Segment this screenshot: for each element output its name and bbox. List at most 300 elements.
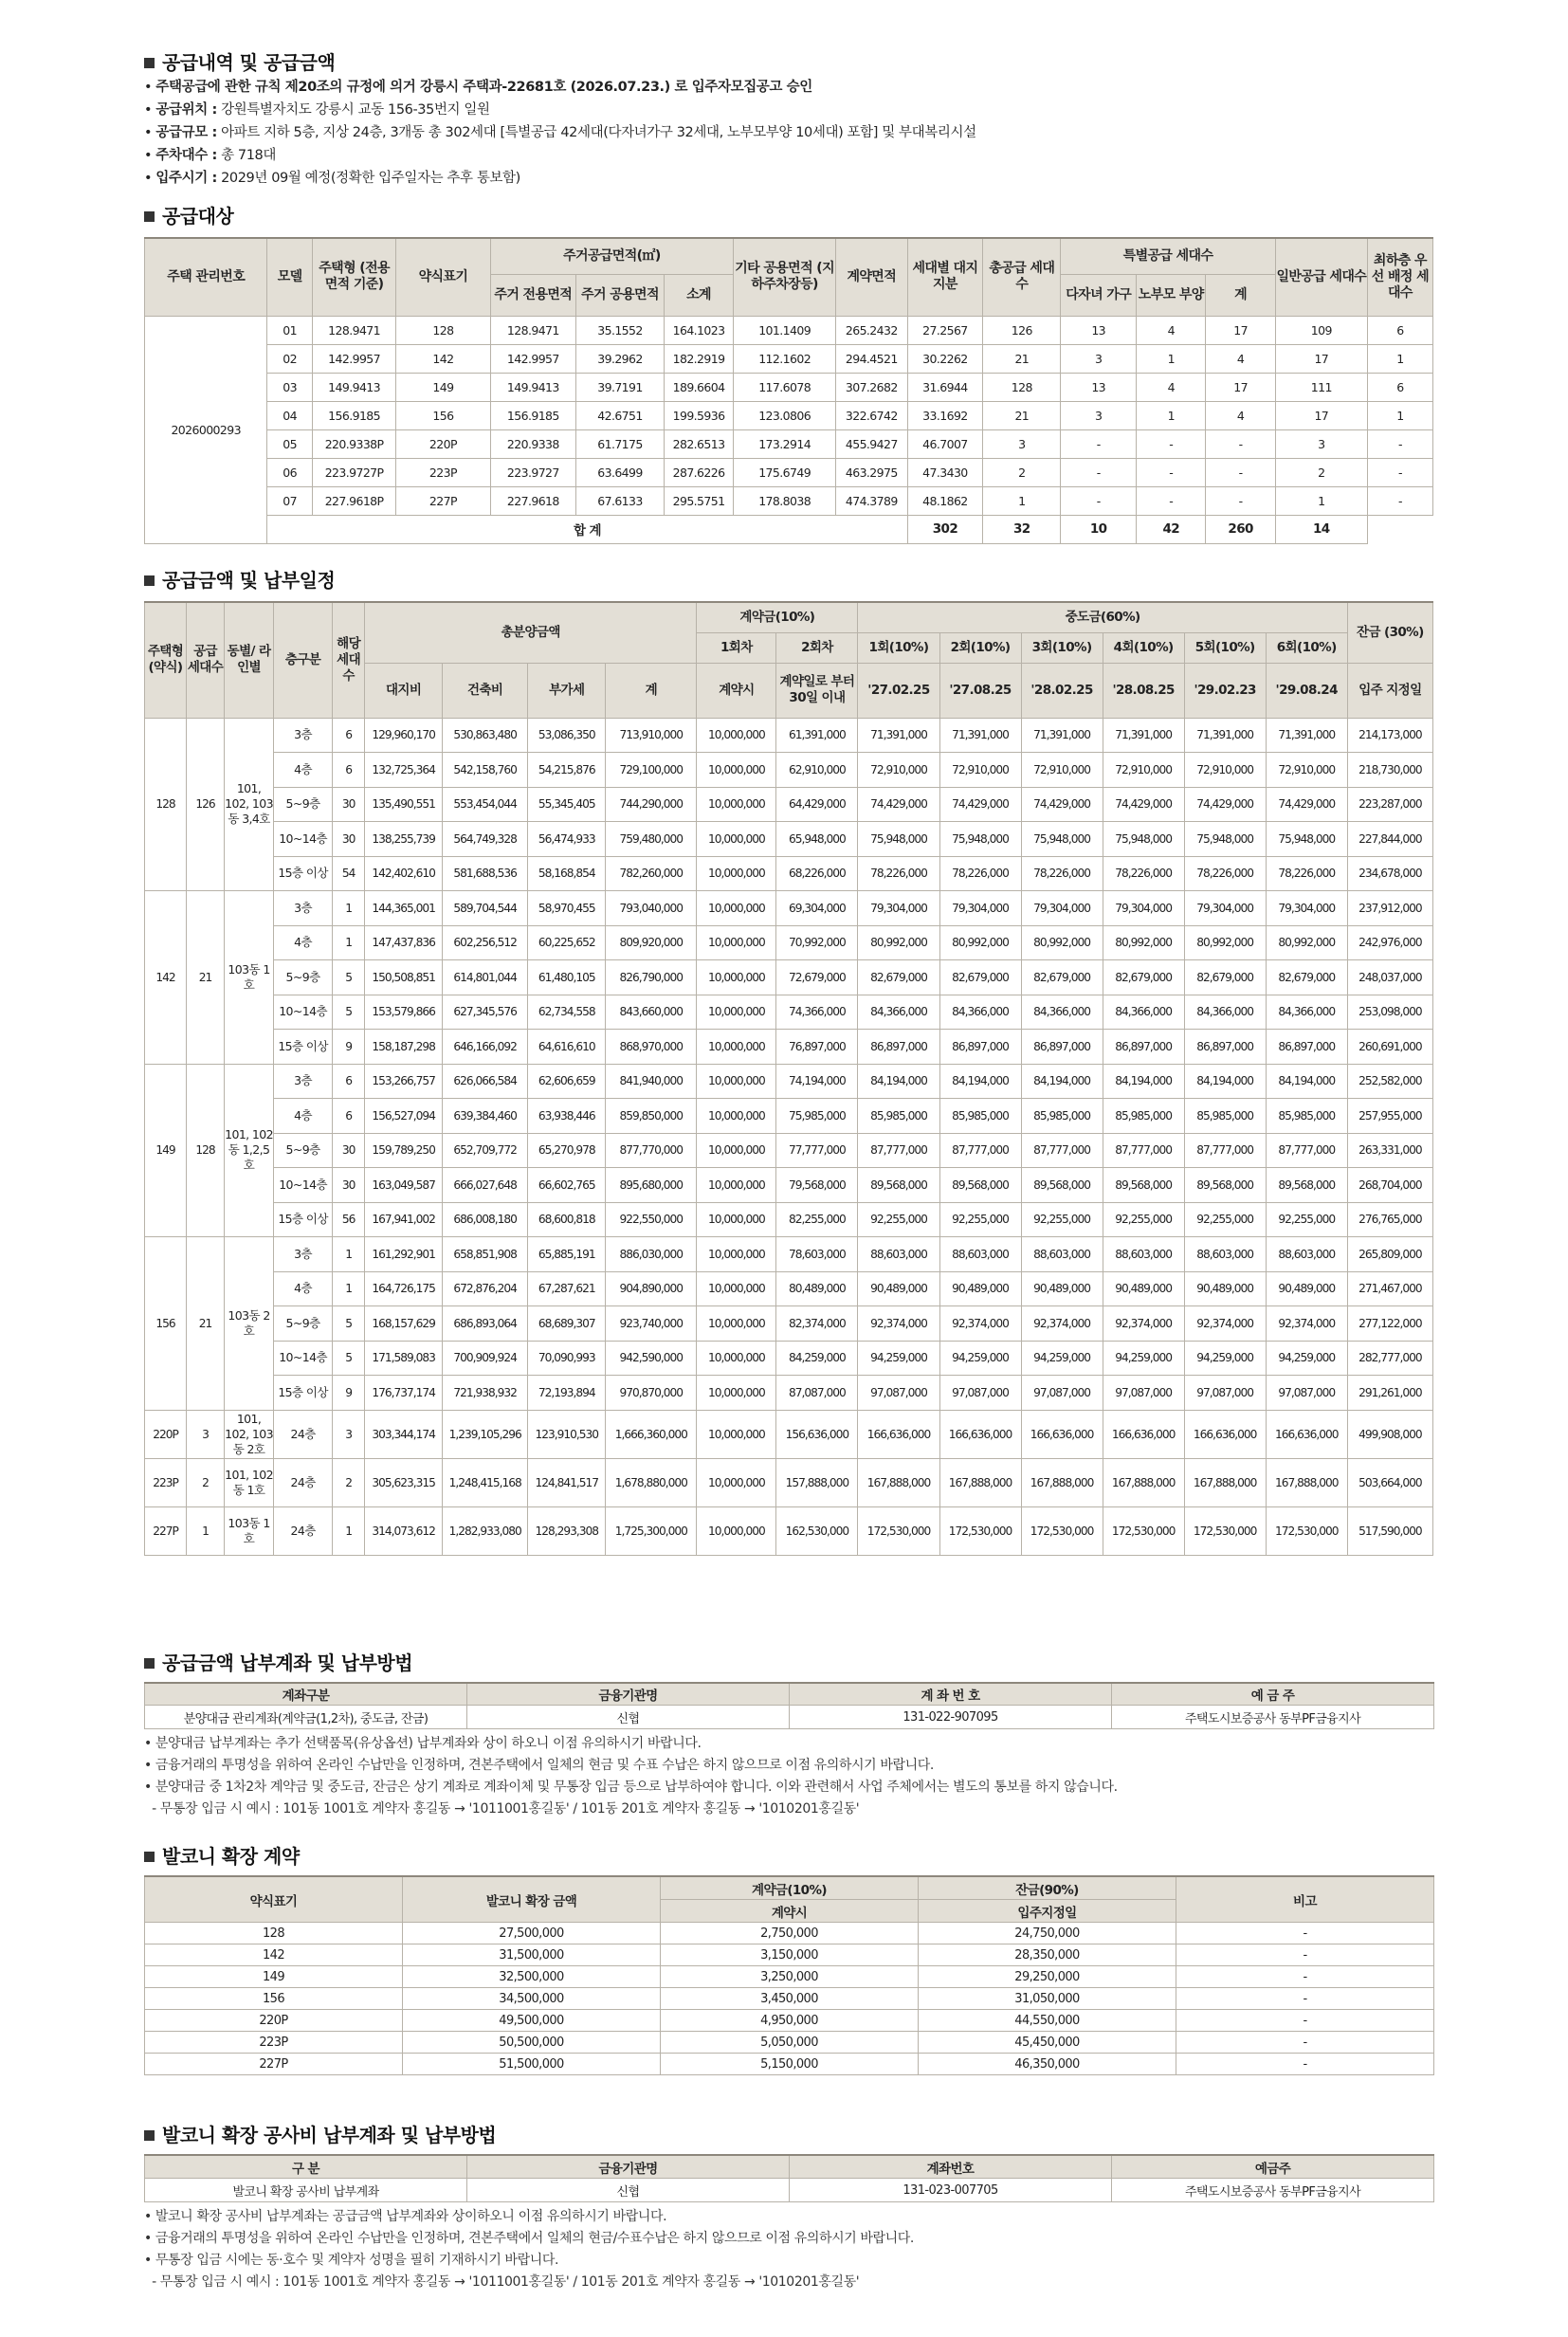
table-cell: 94,259,000 [1184,1341,1266,1376]
account-number: 131-023-007705 [790,2179,1112,2202]
table-cell: 1 [1137,344,1206,373]
floor-cell: 10~14층 [274,1168,333,1203]
table-cell: 31.6944 [907,373,983,401]
floor-cell: 15층 이상 [274,856,333,891]
table-cell: - [1206,429,1275,458]
th-model: 모델 [267,238,312,316]
th-subtotal: 소계 [664,274,733,316]
table-cell: 305,623,315 [365,1458,443,1506]
table-cell: 227.9618 [490,486,576,515]
table-cell: 92,374,000 [1021,1306,1103,1342]
th-special-group: 특별공급 세대수 [1061,238,1275,274]
table-cell: 84,194,000 [858,1064,939,1099]
th-amount: 발코니 확장 금액 [403,1876,661,1923]
account-holder: 주택도시보증공사 동부PF금융지사 [1112,2179,1434,2202]
table-cell: 65,885,191 [528,1237,606,1272]
table-cell: 1 [333,925,365,960]
table-cell: 66,602,765 [528,1168,606,1203]
table-cell: 84,194,000 [1184,1064,1266,1099]
account-type: 분양대금 관리계좌(계약금(1,2차), 중도금, 잔금) [145,1706,467,1729]
floor-cell: 4층 [274,1099,333,1134]
table-row [145,856,1433,891]
mgmt-number-cell: 2026000293 [145,316,267,543]
table-cell: 166,636,000 [858,1410,939,1458]
table-cell: 666,027,648 [443,1168,528,1203]
table-row [145,2054,1434,2075]
floor-cell: 4층 [274,753,333,788]
table-cell: 92,255,000 [1103,1202,1184,1237]
table-cell: - [1176,1988,1434,2010]
table-cell: 904,890,000 [606,1271,697,1306]
table-cell: 167,888,000 [858,1458,939,1506]
table-cell: 86,897,000 [939,1030,1021,1065]
table-cell: 84,194,000 [939,1064,1021,1099]
total-cell: 10 [1061,515,1137,543]
table-cell: 626,066,584 [443,1064,528,1099]
table-cell: 6 [1367,316,1432,344]
type-cell: 156 [145,1237,187,1411]
table-cell: 75,948,000 [1103,822,1184,857]
balcony-account-section [144,2122,1433,2293]
table-cell: 3,150,000 [661,1944,919,1966]
section-heading [144,2122,1433,2148]
table-cell: 88,603,000 [1266,1237,1347,1272]
table-row [145,753,1433,788]
square-bullet-icon [144,1852,155,1862]
section-heading [144,203,1433,229]
table-cell: 10,000,000 [697,1237,776,1272]
table-cell: 166,636,000 [1266,1410,1347,1458]
table-cell: 463.2975 [836,458,907,486]
table-row [145,995,1433,1030]
table-cell: 10,000,000 [697,753,776,788]
table-cell: 42.6751 [576,401,665,429]
table-cell: 69,304,000 [776,891,858,926]
table-cell: - [1176,1944,1434,1966]
table-cell: - [1206,458,1275,486]
floor-cell: 24층 [274,1506,333,1555]
table-cell: 78,226,000 [1021,856,1103,891]
table-cell: 474.3789 [836,486,907,515]
table-cell: 17 [1275,344,1367,373]
table-row [145,1237,1433,1272]
table-cell: 220.9338P [312,429,395,458]
table-cell: 6 [333,718,365,753]
table-cell: 70,090,993 [528,1341,606,1376]
floor-cell: 5~9층 [274,1133,333,1168]
table-cell: 5 [333,995,365,1030]
table-cell: 886,030,000 [606,1237,697,1272]
table-cell: 79,304,000 [1021,891,1103,926]
table-cell: 3 [983,429,1061,458]
table-cell: 589,704,544 [443,891,528,926]
table-cell: 49,500,000 [403,2010,661,2032]
table-cell: 156 [145,1988,403,2010]
table-cell: 80,489,000 [776,1271,858,1306]
table-cell: 1,282,933,080 [443,1506,528,1555]
table-cell: 88,603,000 [939,1237,1021,1272]
th-md2: '27.08.25 [939,663,1021,718]
table-cell: 80,992,000 [1103,925,1184,960]
table-cell: 46,350,000 [919,2054,1176,2075]
table-cell: 167,888,000 [1266,1458,1347,1506]
square-bullet-icon [144,2130,155,2141]
table-cell: 54,215,876 [528,753,606,788]
table-cell: 64,616,610 [528,1030,606,1065]
location-value: 강원특별자치도 강릉시 교동 156-35번지 일원 [221,102,490,118]
table-cell: 6 [333,753,365,788]
table-cell: 1,666,360,000 [606,1410,697,1458]
section-title: 공급금액 납부계좌 및 납부방법 [162,1652,413,1674]
floor-cell: 4층 [274,1271,333,1306]
table-cell: 72,910,000 [1184,753,1266,788]
table-cell: 166,636,000 [1021,1410,1103,1458]
table-cell: 10,000,000 [697,1030,776,1065]
table-cell: 86,897,000 [1021,1030,1103,1065]
table-cell: 72,679,000 [776,960,858,995]
dong-cell: 101, 102, 103동 3,4호 [225,718,274,891]
table-cell: 3,450,000 [661,1988,919,2010]
table-cell: - [1061,458,1137,486]
table-cell: 78,226,000 [1103,856,1184,891]
table-cell: 87,777,000 [1184,1133,1266,1168]
table-cell: 218,730,000 [1347,753,1432,788]
table-cell: 809,920,000 [606,925,697,960]
section-title: 공급내역 및 공급금액 [162,51,336,74]
th-note: 비고 [1176,1876,1434,1923]
table-cell: 167,941,002 [365,1202,443,1237]
th-d2-sub: 계약일로 부터 30일 이내 [776,663,858,718]
table-cell: 10,000,000 [697,1133,776,1168]
table-cell: 672,876,204 [443,1271,528,1306]
table-cell: 30 [333,1133,365,1168]
table-cell: 175.6749 [734,458,836,486]
th-deposit: 계약금(10%) [661,1876,919,1900]
table-cell: 68,600,818 [528,1202,606,1237]
table-cell: 10,000,000 [697,1410,776,1458]
table-cell: 92,255,000 [858,1202,939,1237]
table-cell: 166,636,000 [939,1410,1021,1458]
note-line: • 금융거래의 투명성을 위하여 온라인 수납만을 인정하며, 견본주택에서 일체의 현금/수표수납은 하지 않으므로 이점 유의하시기 바랍니다. [144,2231,914,2246]
table-cell: 455.9427 [836,429,907,458]
table-cell: 265.2432 [836,316,907,344]
section-heading [144,49,1433,76]
table-cell: 142 [145,1944,403,1966]
table-cell: 759,480,000 [606,822,697,857]
table-cell: 68,689,307 [528,1306,606,1342]
type-cell: 128 [145,718,187,891]
th-account-no: 계 좌 번 호 [790,1683,1112,1706]
dong-cell: 103동 1호 [225,891,274,1065]
th-m1: 1회(10%) [858,632,939,663]
table-cell: 242,976,000 [1347,925,1432,960]
table-cell: 5,150,000 [661,2054,919,2075]
table-cell: 89,568,000 [1021,1168,1103,1203]
table-cell: 74,429,000 [858,787,939,822]
table-row [145,1271,1433,1306]
table-row [145,1966,1434,1988]
table-cell: 60,225,652 [528,925,606,960]
table-row [145,458,1433,486]
table-cell: 9 [333,1030,365,1065]
table-cell: 78,226,000 [858,856,939,891]
table-cell: 58,168,854 [528,856,606,891]
table-cell: - [1176,1923,1434,1944]
table-cell: 44,550,000 [919,2010,1176,2032]
table-cell: 172,530,000 [858,1506,939,1555]
note-line: • 발코니 확장 공사비 납부계좌는 공급금액 납부계좌와 상이하오니 이점 유의하시기 바랍니다. [144,2209,667,2224]
table-row [145,429,1433,458]
table-cell: 172,530,000 [939,1506,1021,1555]
table-cell: 101.1409 [734,316,836,344]
table-cell: 79,304,000 [1266,891,1347,926]
move-in-value: 2029년 09월 예정(정확한 입주일자는 추후 통보함) [221,171,520,186]
table-cell: 61.7175 [576,429,665,458]
table-cell: 27.2567 [907,316,983,344]
table-cell: 28,350,000 [919,1944,1176,1966]
units-cell: 21 [187,1237,225,1411]
table-cell: 220P [396,429,490,458]
dong-cell: 101, 102동 1호 [225,1458,274,1506]
table-cell: 72,193,894 [528,1376,606,1411]
note-line: • 분양대금 납부계좌는 추가 선택품목(유상옵션) 납부계좌와 상이 하오니 이점 유의하시기 바랍니다. [144,1736,702,1751]
table-cell: 04 [267,401,312,429]
table-cell: 173.2914 [734,429,836,458]
table-cell: 3 [1061,344,1137,373]
th-account-type: 계좌구분 [145,1683,467,1706]
table-cell: 1 [1137,401,1206,429]
table-cell: 1 [983,486,1061,515]
square-bullet-icon [144,58,155,68]
table-cell: 156,636,000 [776,1410,858,1458]
table-cell: 220P [145,2010,403,2032]
table-row [145,891,1433,926]
table-cell: 223P [145,2032,403,2054]
th-floor: 층구분 [274,602,333,718]
table-cell: 294.4521 [836,344,907,373]
table-cell: 50,500,000 [403,2032,661,2054]
table-cell: 2 [983,458,1061,486]
table-cell: 4 [1137,373,1206,401]
table-cell: 227P [396,486,490,515]
table-cell: 223.9727 [490,458,576,486]
table-cell: 10,000,000 [697,925,776,960]
table-cell: 29,250,000 [919,1966,1176,1988]
dong-cell: 103동 2호 [225,1237,274,1411]
section-heading [144,567,1433,593]
table-row [145,1099,1433,1134]
table-cell: 84,366,000 [858,995,939,1030]
table-cell: 859,850,000 [606,1099,697,1134]
table-cell: 02 [267,344,312,373]
table-cell: 156 [396,401,490,429]
table-row [145,401,1433,429]
table-cell: 89,568,000 [939,1168,1021,1203]
table-row [145,2032,1434,2054]
table-cell: 271,467,000 [1347,1271,1432,1306]
table-cell: 45,450,000 [919,2032,1176,2054]
table-cell: 227,844,000 [1347,822,1432,857]
units-cell: 2 [187,1458,225,1506]
table-cell: 62,606,659 [528,1064,606,1099]
table-cell: 614,801,044 [443,960,528,995]
table-row [145,787,1433,822]
table-cell: 30.2262 [907,344,983,373]
table-cell: 142.9957 [312,344,395,373]
table-cell: 06 [267,458,312,486]
table-cell: 72,910,000 [1021,753,1103,788]
table-row [145,1410,1433,1458]
approval-line: • 주택공급에 관한 규칙 제20조의 규정에 의거 강릉시 주택과-22681호 (2026.07.23.) 로 입주자모집공고 승인 [144,80,812,95]
table-cell: 82,255,000 [776,1202,858,1237]
table-cell: 172,530,000 [1103,1506,1184,1555]
table-cell: 156.9185 [312,401,395,429]
table-cell: 75,948,000 [1266,822,1347,857]
units-cell: 3 [187,1410,225,1458]
table-cell: 111 [1275,373,1367,401]
table-cell: - [1176,2054,1434,2075]
table-cell: 877,770,000 [606,1133,697,1168]
table-cell: 82,679,000 [939,960,1021,995]
table-cell: 78,226,000 [1266,856,1347,891]
account-holder: 주택도시보증공사 동부PF금융지사 [1112,1706,1434,1729]
table-cell: 89,568,000 [1103,1168,1184,1203]
table-cell: 10,000,000 [697,1506,776,1555]
floor-cell: 5~9층 [274,787,333,822]
table-row [145,344,1433,373]
table-cell: 10,000,000 [697,822,776,857]
table-cell: 172,530,000 [1184,1506,1266,1555]
table-row [145,373,1433,401]
th-d2: 2회차 [776,632,858,663]
table-cell: 652,709,772 [443,1133,528,1168]
floor-cell: 3층 [274,891,333,926]
floor-cell: 10~14층 [274,1341,333,1376]
dong-cell: 101, 102, 103동 2호 [225,1410,274,1458]
table-cell: 282,777,000 [1347,1341,1432,1376]
table-cell: 35.1552 [576,316,665,344]
table-cell: 223,287,000 [1347,787,1432,822]
table-cell: 128.9471 [312,316,395,344]
table-cell: 10,000,000 [697,960,776,995]
note-line: • 분양대금 중 1차2차 계약금 및 중도금, 잔금은 상기 계좌로 계좌이체 및 무통장 입금 등으로 납부하여야 합니다. 이와 관련해서 사업 주체에서는 별도의 통보를 하지 않습니다. [144,1780,1118,1795]
supply-summary-section [144,49,1433,190]
table-cell: 10,000,000 [697,1341,776,1376]
floor-cell: 5~9층 [274,1306,333,1342]
table-cell: 4 [1206,344,1275,373]
th-count: 해당 세대수 [333,602,365,718]
table-cell: 263,331,000 [1347,1133,1432,1168]
table-cell: 79,304,000 [1184,891,1266,926]
th-d1: 1회차 [697,632,776,663]
table-cell: 132,725,364 [365,753,443,788]
table-cell: 176,737,174 [365,1376,443,1411]
table-cell: 841,940,000 [606,1064,697,1099]
table-cell: 257,955,000 [1347,1099,1432,1134]
table-cell: 74,366,000 [776,995,858,1030]
table-cell: 942,590,000 [606,1341,697,1376]
table-cell: 252,582,000 [1347,1064,1432,1099]
table-cell: 5 [333,1341,365,1376]
table-cell: 94,259,000 [1266,1341,1347,1376]
table-cell: 220.9338 [490,429,576,458]
th-common: 주거 공용면적 [576,274,665,316]
table-cell: 85,985,000 [1103,1099,1184,1134]
floor-cell: 24층 [274,1410,333,1458]
table-cell: - [1137,486,1206,515]
table-cell: 86,897,000 [1103,1030,1184,1065]
table-cell: 126 [983,316,1061,344]
square-bullet-icon [144,575,155,586]
table-cell: 64,429,000 [776,787,858,822]
table-cell: 80,992,000 [1184,925,1266,960]
table-cell: 167,888,000 [1103,1458,1184,1506]
table-row [145,1376,1433,1411]
table-cell: 149.9413 [312,373,395,401]
table-cell: - [1176,2010,1434,2032]
table-cell: 27,500,000 [403,1923,661,1944]
table-cell: 84,366,000 [939,995,1021,1030]
table-cell: 86,897,000 [858,1030,939,1065]
table-cell: 162,530,000 [776,1506,858,1555]
table-cell: 89,568,000 [1184,1168,1266,1203]
table-cell: 163,049,587 [365,1168,443,1203]
table-cell: 90,489,000 [858,1271,939,1306]
table-row [145,1064,1433,1099]
table-cell: 128.9471 [490,316,576,344]
table-cell: 1,248,415,168 [443,1458,528,1506]
th-short: 약식표기 [145,1876,403,1923]
table-cell: 1 [333,1237,365,1272]
th-contract: 계약면적 [836,238,907,316]
table-cell: 167,888,000 [1021,1458,1103,1506]
th-md1: '27.02.25 [858,663,939,718]
parking-line: • 주차대수 : 총 718대 [144,148,276,163]
table-cell: 79,304,000 [1103,891,1184,926]
table-cell: 10,000,000 [697,1064,776,1099]
table-cell: 78,226,000 [1184,856,1266,891]
bank-name: 신협 [467,2179,790,2202]
table-cell: 167,888,000 [939,1458,1021,1506]
table-cell: 92,255,000 [1184,1202,1266,1237]
th-price-group: 총분양금액 [365,602,697,663]
floor-cell: 15층 이상 [274,1030,333,1065]
note-line: - 무통장 입금 시 예시 : 101동 1001호 계약자 홍길동 → '1011001홍길동' / 101동 201호 계약자 홍길동 → '1010201홍길동' [144,1801,860,1817]
table-cell: 46.7007 [907,429,983,458]
table-cell: 94,259,000 [1103,1341,1184,1376]
th-dong: 동별/ 라인별 [225,602,274,718]
table-cell: 68,226,000 [776,856,858,891]
table-cell: 686,893,064 [443,1306,528,1342]
floor-cell: 10~14층 [274,822,333,857]
table-cell: 92,374,000 [1266,1306,1347,1342]
table-row [145,1306,1433,1342]
table-cell: 260,691,000 [1347,1030,1432,1065]
table-row [145,718,1433,753]
table-cell: 82,679,000 [1184,960,1266,995]
table-cell: 265,809,000 [1347,1237,1432,1272]
table-cell: 56,474,933 [528,822,606,857]
table-cell: 92,374,000 [1184,1306,1266,1342]
table-cell: 287.6226 [664,458,733,486]
square-bullet-icon [144,1658,155,1669]
table-cell: 686,008,180 [443,1202,528,1237]
table-cell: 84,259,000 [776,1341,858,1376]
table-cell: 10,000,000 [697,1202,776,1237]
table-cell: 646,166,092 [443,1030,528,1065]
table-cell: 32,500,000 [403,1966,661,1988]
payment-account-table [144,1682,1434,1729]
